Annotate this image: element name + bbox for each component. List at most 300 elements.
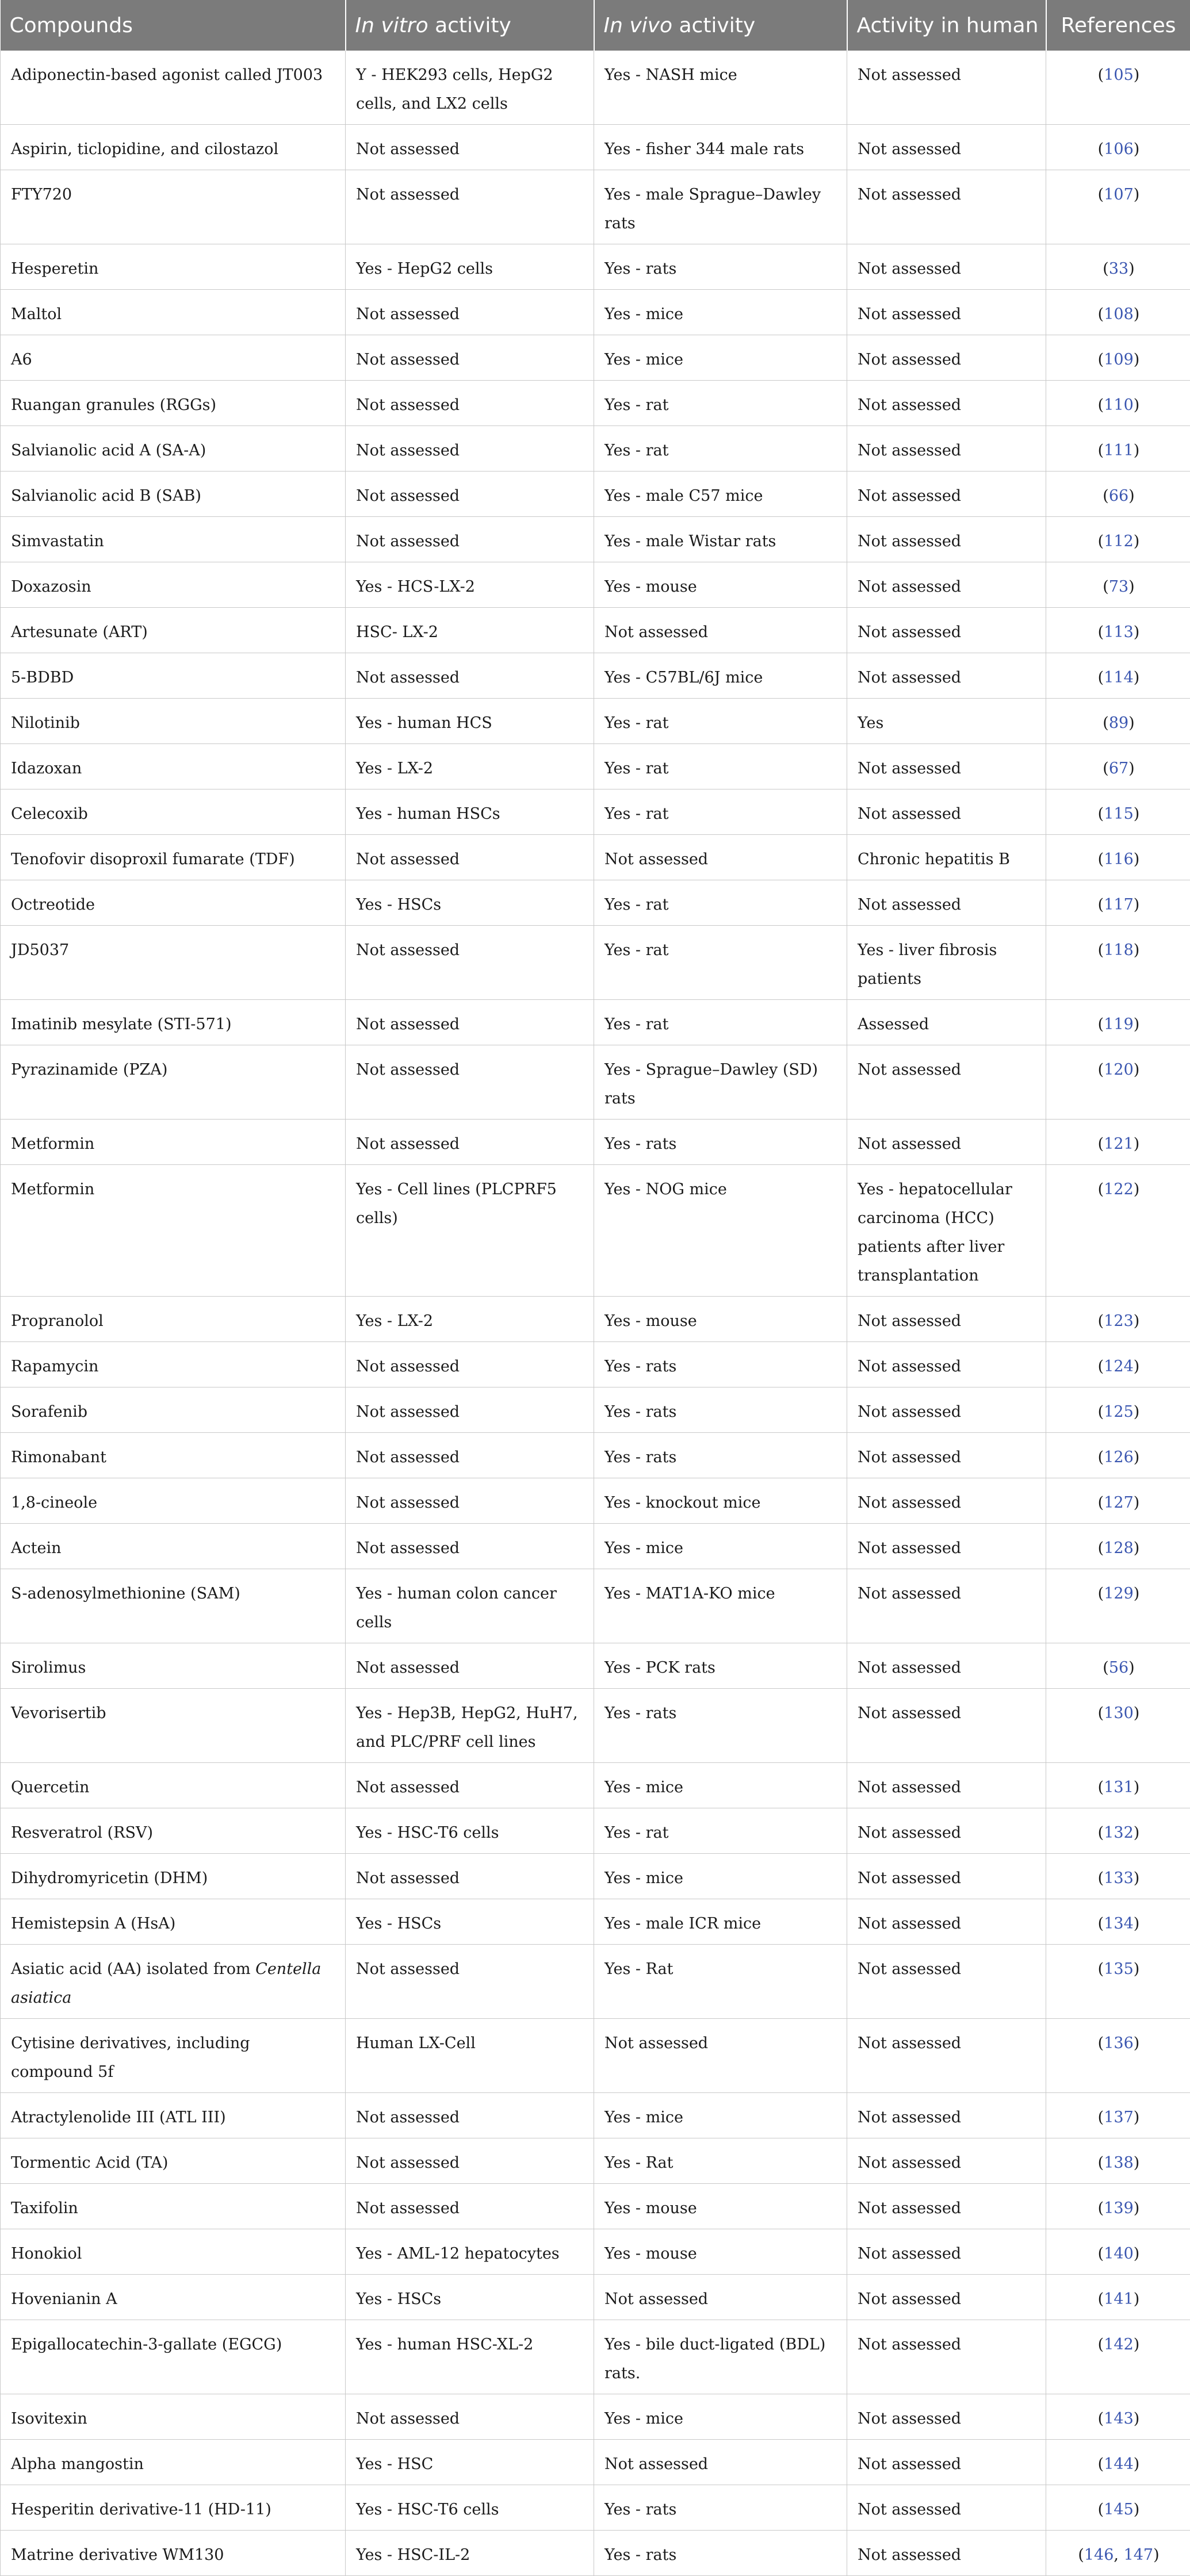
reference-link[interactable]: 122: [1104, 1180, 1134, 1198]
cell-references: (113): [1046, 608, 1190, 653]
cell-in-vivo: Yes - mice: [594, 2394, 847, 2440]
cell-in-vitro: Not assessed: [346, 426, 594, 471]
table-row: [1, 170, 1190, 244]
cell-in-vitro: Yes - HSC-T6 cells: [346, 2485, 594, 2531]
reference-link[interactable]: 127: [1104, 1494, 1134, 1512]
cell-references: (137): [1046, 2093, 1190, 2138]
reference-link[interactable]: 112: [1104, 532, 1134, 550]
table-row: [1, 125, 1190, 170]
cell-in-vivo: Yes - rats: [594, 2531, 847, 2576]
header-compounds: Compounds: [1, 0, 346, 51]
cell-human: Not assessed: [847, 789, 1046, 835]
cell-references: (117): [1046, 880, 1190, 926]
cell-compound: [1, 1524, 346, 1569]
cell-in-vitro: Not assessed: [346, 1763, 594, 1808]
table-row: [1, 1045, 1190, 1120]
reference-link[interactable]: 134: [1104, 1915, 1134, 1933]
cell-compound: [1, 2093, 346, 2138]
table-row: [1, 2394, 1190, 2440]
cell-references: (138): [1046, 2138, 1190, 2184]
table-row: [1, 1643, 1190, 1689]
cell-in-vivo: Not assessed: [594, 2440, 847, 2485]
reference-link[interactable]: 130: [1104, 1704, 1134, 1722]
compound-text: Dihydromyricetin (DHM): [11, 1869, 208, 1887]
cell-in-vitro: Yes - human HCS: [346, 699, 594, 744]
cell-in-vitro: Not assessed: [346, 2184, 594, 2229]
table-row: [1, 2531, 1190, 2576]
table-row: [1, 2229, 1190, 2275]
table-row: [1, 2485, 1190, 2531]
cell-in-vitro: Yes - HSC-T6 cells: [346, 1808, 594, 1854]
cell-human: Not assessed: [847, 1342, 1046, 1387]
reference-link[interactable]: 56: [1109, 1659, 1128, 1677]
header-in-vitro-rest: activity: [428, 14, 511, 37]
cell-human: Not assessed: [847, 1854, 1046, 1899]
compound-text: Celecoxib: [11, 805, 88, 823]
cell-in-vitro: Yes - HSCs: [346, 1899, 594, 1945]
table-row: [1, 244, 1190, 290]
compound-text: Rapamycin: [11, 1358, 98, 1375]
cell-in-vitro: Yes - human HSCs: [346, 789, 594, 835]
cell-in-vivo: Yes - mice: [594, 1524, 847, 1569]
compound-text: Hemistepsin A (HsA): [11, 1915, 175, 1933]
table-row: [1, 1387, 1190, 1433]
header-in-vitro: [346, 0, 594, 51]
compound-text: Doxazosin: [11, 578, 91, 596]
reference-link[interactable]: 131: [1104, 1778, 1134, 1796]
reference-link[interactable]: 108: [1104, 305, 1134, 323]
table-row: [1, 2138, 1190, 2184]
cell-compound: [1, 835, 346, 880]
compound-text: Salvianolic acid A (SA-A): [11, 442, 206, 459]
cell-in-vivo: Yes - MAT1A-KO mice: [594, 1569, 847, 1643]
cell-compound: [1, 1000, 346, 1045]
cell-in-vitro: Not assessed: [346, 2394, 594, 2440]
cell-in-vivo: Yes - mouse: [594, 1297, 847, 1342]
cell-compound: [1, 51, 346, 125]
table-row: [1, 789, 1190, 835]
compound-text: Hovenianin A: [11, 2290, 117, 2308]
reference-link[interactable]: 113: [1104, 623, 1134, 641]
compound-text: Salvianolic acid B (SAB): [11, 487, 201, 505]
cell-in-vitro: Not assessed: [346, 653, 594, 699]
cell-human: Not assessed: [847, 2394, 1046, 2440]
cell-references: (124): [1046, 1342, 1190, 1387]
compound-text: Simvastatin: [11, 532, 104, 550]
cell-in-vivo: Yes - rat: [594, 1808, 847, 1854]
cell-compound: [1, 2440, 346, 2485]
cell-human: Not assessed: [847, 744, 1046, 789]
cell-human: Not assessed: [847, 1045, 1046, 1120]
header-in-vivo-rest: activity: [672, 14, 755, 37]
cell-references: (139): [1046, 2184, 1190, 2229]
cell-in-vivo: Yes - rat: [594, 1000, 847, 1045]
reference-link[interactable]: 111: [1104, 442, 1134, 459]
cell-in-vitro: Not assessed: [346, 1120, 594, 1165]
compound-text: Atractylenolide III (ATL III): [11, 2109, 226, 2126]
cell-compound: [1, 1297, 346, 1342]
cell-human: Not assessed: [847, 1524, 1046, 1569]
table-row: [1, 608, 1190, 653]
reference-link[interactable]: 136: [1104, 2034, 1134, 2052]
cell-human: Not assessed: [847, 608, 1046, 653]
cell-references: (119): [1046, 1000, 1190, 1045]
cell-in-vivo: Yes - C57BL/6J mice: [594, 653, 847, 699]
cell-in-vitro: Not assessed: [346, 926, 594, 1000]
cell-in-vivo: Yes - male Sprague–Dawley rats: [594, 170, 847, 244]
cell-human: Not assessed: [847, 2093, 1046, 2138]
reference-link[interactable]: 129: [1104, 1585, 1134, 1603]
cell-in-vitro: Y - HEK293 cells, HepG2 cells, and LX2 cells: [346, 51, 594, 125]
cell-in-vitro: Not assessed: [346, 1643, 594, 1689]
cell-human: Not assessed: [847, 1120, 1046, 1165]
cell-human: Not assessed: [847, 1808, 1046, 1854]
cell-human: Not assessed: [847, 1945, 1046, 2019]
cell-references: (110): [1046, 381, 1190, 426]
reference-link[interactable]: 144: [1104, 2455, 1134, 2473]
table-row: [1, 517, 1190, 562]
compound-text: Rimonabant: [11, 1448, 106, 1466]
cell-in-vitro: Not assessed: [346, 125, 594, 170]
cell-in-vivo: Yes - mouse: [594, 2184, 847, 2229]
cell-human: Not assessed: [847, 335, 1046, 381]
cell-in-vitro: Yes - HSCs: [346, 2275, 594, 2320]
table-row: [1, 1120, 1190, 1165]
reference-link[interactable]: 67: [1109, 760, 1128, 777]
cell-references: (106): [1046, 125, 1190, 170]
cell-in-vitro: Not assessed: [346, 381, 594, 426]
reference-link[interactable]: 141: [1104, 2290, 1134, 2308]
compound-text: FTY720: [11, 186, 72, 204]
cell-in-vitro: Yes - human HSC-XL-2: [346, 2320, 594, 2394]
cell-compound: [1, 290, 346, 335]
cell-compound: [1, 1643, 346, 1689]
cell-references: (89): [1046, 699, 1190, 744]
table-row: [1, 1763, 1190, 1808]
compound-text: Octreotide: [11, 896, 95, 914]
reference-link[interactable]: 115: [1104, 805, 1134, 823]
reference-link[interactable]: 89: [1109, 714, 1128, 732]
cell-in-vivo: Yes - rats: [594, 1120, 847, 1165]
cell-in-vitro: Not assessed: [346, 170, 594, 244]
cell-compound: [1, 1689, 346, 1763]
cell-human: Not assessed: [847, 170, 1046, 244]
reference-link[interactable]: 143: [1104, 2410, 1134, 2428]
table-row: [1, 1569, 1190, 1643]
cell-human: Not assessed: [847, 1689, 1046, 1763]
cell-references: (67): [1046, 744, 1190, 789]
cell-in-vivo: Yes - NOG mice: [594, 1165, 847, 1297]
reference-link[interactable]: 107: [1104, 186, 1134, 204]
cell-references: (120): [1046, 1045, 1190, 1120]
cell-in-vivo: Yes - male C57 mice: [594, 471, 847, 517]
cell-references: (132): [1046, 1808, 1190, 1854]
reference-link[interactable]: 73: [1109, 578, 1128, 596]
cell-compound: [1, 2485, 346, 2531]
cell-in-vitro: Not assessed: [346, 1387, 594, 1433]
reference-link[interactable]: 147: [1124, 2546, 1154, 2564]
cell-compound: [1, 2229, 346, 2275]
cell-in-vivo: Not assessed: [594, 2275, 847, 2320]
table-row: [1, 2440, 1190, 2485]
cell-references: (125): [1046, 1387, 1190, 1433]
reference-link[interactable]: 116: [1104, 850, 1134, 868]
reference-link[interactable]: 139: [1104, 2199, 1134, 2217]
reference-link[interactable]: 123: [1104, 1312, 1134, 1330]
cell-human: Not assessed: [847, 653, 1046, 699]
cell-compound: [1, 426, 346, 471]
table-row: [1, 2093, 1190, 2138]
cell-human: Not assessed: [847, 426, 1046, 471]
cell-compound: [1, 1433, 346, 1478]
reference-link[interactable]: 106: [1104, 140, 1134, 158]
cell-compound: [1, 381, 346, 426]
table-row: [1, 381, 1190, 426]
reference-link[interactable]: 33: [1109, 260, 1128, 278]
cell-compound: [1, 608, 346, 653]
cell-in-vivo: Not assessed: [594, 608, 847, 653]
cell-compound: [1, 2394, 346, 2440]
cell-human: Not assessed: [847, 2485, 1046, 2531]
cell-human: Not assessed: [847, 1643, 1046, 1689]
cell-compound: [1, 926, 346, 1000]
cell-human: Not assessed: [847, 880, 1046, 926]
cell-human: Not assessed: [847, 125, 1046, 170]
cell-human: Not assessed: [847, 2184, 1046, 2229]
cell-compound: [1, 2320, 346, 2394]
reference-link[interactable]: 114: [1104, 669, 1134, 687]
table-row: [1, 335, 1190, 381]
cell-compound: [1, 170, 346, 244]
cell-references: (133): [1046, 1854, 1190, 1899]
cell-references: (136): [1046, 2019, 1190, 2093]
cell-in-vitro: Yes - LX-2: [346, 1297, 594, 1342]
cell-compound: [1, 125, 346, 170]
cell-human: Not assessed: [847, 1297, 1046, 1342]
cell-human: Not assessed: [847, 244, 1046, 290]
header-human: Activity in human: [847, 0, 1046, 51]
cell-in-vivo: Yes - rat: [594, 926, 847, 1000]
cell-in-vitro: Yes - HSC: [346, 2440, 594, 2485]
reference-link[interactable]: 124: [1104, 1358, 1134, 1375]
cell-in-vivo: Yes - fisher 344 male rats: [594, 125, 847, 170]
table-row: [1, 1524, 1190, 1569]
reference-link[interactable]: 142: [1104, 2336, 1134, 2353]
table-row: [1, 426, 1190, 471]
compound-text: Idazoxan: [11, 760, 82, 777]
reference-link[interactable]: 119: [1104, 1015, 1134, 1033]
reference-link[interactable]: 132: [1104, 1824, 1134, 1842]
reference-link[interactable]: 121: [1104, 1135, 1134, 1153]
cell-references: (111): [1046, 426, 1190, 471]
reference-link[interactable]: 120: [1104, 1061, 1134, 1079]
compound-text: Metformin: [11, 1180, 94, 1198]
cell-in-vitro: Not assessed: [346, 835, 594, 880]
cell-references: (129): [1046, 1569, 1190, 1643]
cell-human: Yes - hepatocellular carcinoma (HCC) patients after liver transplantation: [847, 1165, 1046, 1297]
compound-text: Pyrazinamide (PZA): [11, 1061, 167, 1079]
compound-text: Nilotinib: [11, 714, 80, 732]
cell-in-vivo: Yes - rats: [594, 1689, 847, 1763]
cell-references: (116): [1046, 835, 1190, 880]
cell-in-vivo: Yes - rats: [594, 1433, 847, 1478]
cell-in-vivo: Yes - Sprague–Dawley (SD) rats: [594, 1045, 847, 1120]
cell-human: Not assessed: [847, 2138, 1046, 2184]
cell-in-vivo: Yes - rat: [594, 699, 847, 744]
table-row: [1, 926, 1190, 1000]
reference-link[interactable]: 145: [1104, 2501, 1134, 2518]
compound-text: JD5037: [11, 941, 69, 959]
reference-link[interactable]: 135: [1104, 1960, 1134, 1978]
cell-in-vitro: Yes - HSCs: [346, 880, 594, 926]
cell-in-vitro: Not assessed: [346, 2093, 594, 2138]
cell-in-vitro: Yes - human colon cancer cells: [346, 1569, 594, 1643]
table-row: [1, 1478, 1190, 1524]
cell-compound: [1, 2019, 346, 2093]
cell-compound: [1, 1808, 346, 1854]
cell-in-vivo: Yes - mouse: [594, 562, 847, 608]
cell-human: Not assessed: [847, 2531, 1046, 2576]
reference-link[interactable]: 110: [1104, 396, 1134, 414]
compound-text: Honokiol: [11, 2245, 82, 2263]
cell-in-vivo: Yes - NASH mice: [594, 51, 847, 125]
table-row: [1, 1689, 1190, 1763]
reference-link[interactable]: 66: [1109, 487, 1128, 505]
cell-in-vivo: Yes - PCK rats: [594, 1643, 847, 1689]
reference-link[interactable]: 137: [1104, 2109, 1134, 2126]
cell-in-vitro: Not assessed: [346, 1342, 594, 1387]
reference-link[interactable]: 133: [1104, 1869, 1134, 1887]
cell-in-vitro: Human LX-Cell: [346, 2019, 594, 2093]
cell-in-vitro: Not assessed: [346, 471, 594, 517]
cell-references: (143): [1046, 2394, 1190, 2440]
reference-link[interactable]: 128: [1104, 1539, 1134, 1557]
cell-in-vivo: Yes - male ICR mice: [594, 1899, 847, 1945]
cell-references: (33): [1046, 244, 1190, 290]
cell-human: Not assessed: [847, 1433, 1046, 1478]
cell-human: Not assessed: [847, 2440, 1046, 2485]
cell-in-vivo: Yes - mice: [594, 2093, 847, 2138]
table-row: [1, 1165, 1190, 1297]
cell-in-vitro: HSC- LX-2: [346, 608, 594, 653]
cell-in-vivo: Yes - mice: [594, 290, 847, 335]
table-row: [1, 1808, 1190, 1854]
cell-in-vitro: Not assessed: [346, 1854, 594, 1899]
cell-compound: [1, 562, 346, 608]
cell-references: (114): [1046, 653, 1190, 699]
cell-references: (134): [1046, 1899, 1190, 1945]
cell-references: (112): [1046, 517, 1190, 562]
table-row: [1, 290, 1190, 335]
cell-in-vitro: Yes - Cell lines (PLCPRF5 cells): [346, 1165, 594, 1297]
table-row: [1, 880, 1190, 926]
cell-references: (109): [1046, 335, 1190, 381]
compound-text: Actein: [11, 1539, 61, 1557]
reference-link[interactable]: 105: [1104, 66, 1134, 84]
reference-link[interactable]: 138: [1104, 2154, 1134, 2172]
cell-in-vitro: Yes - Hep3B, HepG2, HuH7, and PLC/PRF cell lines: [346, 1689, 594, 1763]
compound-text: Tormentic Acid (TA): [11, 2154, 168, 2172]
table-row: [1, 1433, 1190, 1478]
table-row: [1, 835, 1190, 880]
cell-human: Not assessed: [847, 1899, 1046, 1945]
cell-in-vivo: Yes - knockout mice: [594, 1478, 847, 1524]
cell-references: (126): [1046, 1433, 1190, 1478]
reference-link[interactable]: 140: [1104, 2245, 1134, 2263]
header-in-vitro-italic: In vitro: [355, 14, 428, 37]
table-row: [1, 2019, 1190, 2093]
cell-human: Not assessed: [847, 1387, 1046, 1433]
cell-references: (146, 147): [1046, 2531, 1190, 2576]
reference-link[interactable]: 125: [1104, 1403, 1134, 1421]
cell-references: (105): [1046, 51, 1190, 125]
compound-text: Matrine derivative WM130: [11, 2546, 224, 2564]
compound-text: Quercetin: [11, 1778, 89, 1796]
cell-in-vivo: Yes - male Wistar rats: [594, 517, 847, 562]
cell-in-vivo: Yes - rat: [594, 789, 847, 835]
compound-text: 5-BDBD: [11, 669, 74, 687]
cell-references: (107): [1046, 170, 1190, 244]
cell-in-vitro: Not assessed: [346, 290, 594, 335]
cell-in-vivo: Yes - mice: [594, 1854, 847, 1899]
compound-text: Cytisine derivatives, including compound 5f: [11, 2034, 250, 2081]
reference-link[interactable]: 109: [1104, 351, 1134, 369]
cell-in-vitro: Not assessed: [346, 1433, 594, 1478]
cell-references: (142): [1046, 2320, 1190, 2394]
compound-text: Adiponectin-based agonist called JT003: [11, 66, 323, 84]
cell-in-vivo: Yes - rat: [594, 381, 847, 426]
cell-compound: [1, 2531, 346, 2576]
cell-references: (56): [1046, 1643, 1190, 1689]
compound-text: Sirolimus: [11, 1659, 86, 1677]
compound-text: 1,8-cineole: [11, 1494, 97, 1512]
cell-human: Not assessed: [847, 1763, 1046, 1808]
compound-text: Metformin: [11, 1135, 94, 1153]
table-row: [1, 51, 1190, 125]
cell-in-vitro: Not assessed: [346, 1000, 594, 1045]
reference-link[interactable]: 146: [1084, 2546, 1114, 2564]
table-row: [1, 1899, 1190, 1945]
header-in-vivo-italic: In vivo: [604, 14, 673, 37]
cell-human: Yes: [847, 699, 1046, 744]
cell-compound: [1, 335, 346, 381]
cell-in-vitro: Not assessed: [346, 517, 594, 562]
reference-link[interactable]: 118: [1104, 941, 1134, 959]
compound-text: Isovitexin: [11, 2410, 87, 2428]
cell-in-vitro: Not assessed: [346, 335, 594, 381]
compound-text: Hesperetin: [11, 260, 98, 278]
cell-human: Not assessed: [847, 1569, 1046, 1643]
cell-human: Not assessed: [847, 381, 1046, 426]
reference-link[interactable]: 117: [1104, 896, 1134, 914]
cell-in-vivo: Yes - rat: [594, 426, 847, 471]
cell-human: Not assessed: [847, 2320, 1046, 2394]
compound-text: Aspirin, ticlopidine, and cilostazol: [11, 140, 278, 158]
cell-in-vivo: Not assessed: [594, 835, 847, 880]
cell-compound: [1, 1387, 346, 1433]
reference-link[interactable]: 126: [1104, 1448, 1134, 1466]
cell-human: Not assessed: [847, 562, 1046, 608]
cell-human: Not assessed: [847, 2229, 1046, 2275]
compound-text: Asiatic acid (AA) isolated from: [11, 1960, 255, 1978]
cell-references: (135): [1046, 1945, 1190, 2019]
cell-human: Not assessed: [847, 290, 1046, 335]
cell-compound: [1, 1120, 346, 1165]
compound-text: Hesperitin derivative-11 (HD-11): [11, 2501, 271, 2518]
table-row: [1, 2320, 1190, 2394]
cell-in-vitro: Yes - LX-2: [346, 744, 594, 789]
header-references: References: [1046, 0, 1190, 51]
